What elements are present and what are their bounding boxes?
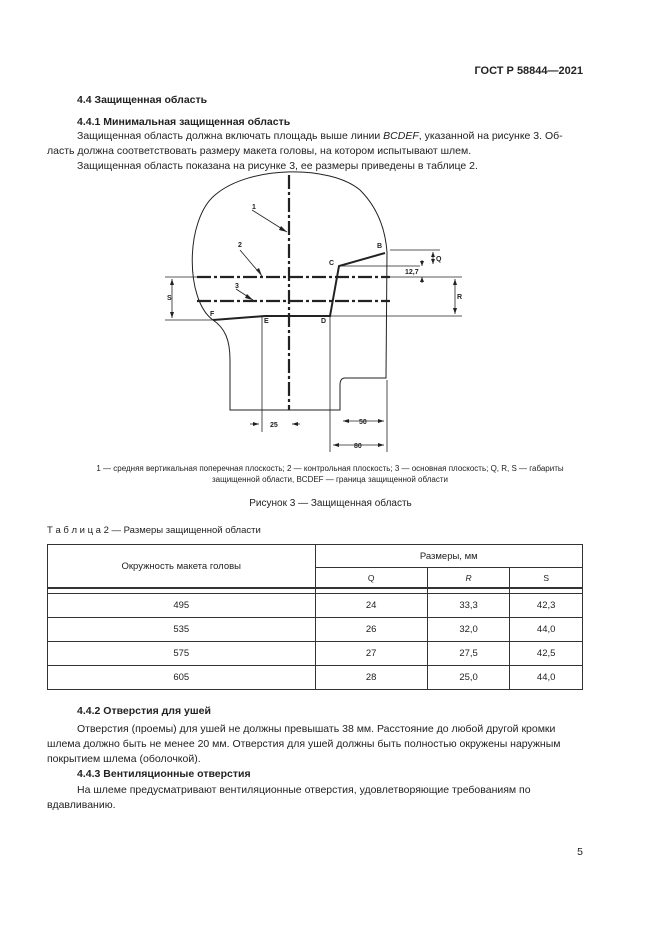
dimensions-table: [47, 544, 583, 690]
arrowheads: [170, 226, 457, 447]
protected-area-figure: [0, 0, 661, 460]
cell-q: 27: [315, 642, 427, 666]
label-f: F: [210, 311, 215, 318]
cell-q: 24: [315, 594, 427, 618]
label-1: 1: [252, 204, 256, 211]
header-q: Q: [315, 568, 427, 589]
header-circumference: Окружность макета головы: [48, 545, 316, 589]
figure-legend-line-2: защищенной области, BCDEF — граница защищенной области: [212, 475, 448, 484]
table-row: [48, 666, 583, 690]
label-q: Q: [436, 256, 442, 263]
section-4-4-1-paragraph-1-line-2: ласть должна соответствовать размеру макета головы, на котором испытывают шлем.: [47, 145, 472, 157]
cell-r: 25,0: [427, 666, 510, 690]
label-r: R: [457, 294, 463, 301]
p1-text-c: , указанной на рисунке 3. Об-: [418, 130, 563, 142]
section-4-4-2-line-3: покрытием шлема (оболочкой).: [47, 753, 201, 765]
p1-text-bcdef: BCDEF: [383, 130, 419, 142]
cell-r: 33,3: [427, 594, 510, 618]
cell-s: 42,5: [510, 642, 583, 666]
cell-s: 44,0: [510, 618, 583, 642]
table-row: [48, 642, 583, 666]
section-4-4-2-line-1: Отверстия (проемы) для ушей не должны превышать 38 мм. Расстояние до любой другой кромки: [77, 723, 556, 735]
dimension-lines: [165, 210, 462, 452]
cell-circumference: 495: [48, 594, 316, 618]
section-4-4-2-title: 4.4.2 Отверстия для ушей: [77, 705, 211, 717]
label-50: 50: [359, 419, 367, 426]
label-12-7: 12,7: [405, 269, 419, 276]
header-dimensions: Размеры, мм: [315, 545, 583, 568]
section-4-4-1-paragraph-2: Защищенная область показана на рисунке 3, ее размеры приведены в таблице 2.: [77, 160, 478, 172]
section-4-4-3-title: 4.4.3 Вентиляционные отверстия: [77, 768, 251, 780]
cell-circumference: 575: [48, 642, 316, 666]
figure-title: Рисунок 3 — Защищенная область: [249, 498, 412, 509]
figure-legend-line-1: 1 — средняя вертикальная поперечная плоскость; 2 — контрольная плоскость; 3 — основная плоскость; Q, R, S — габариты: [96, 464, 564, 473]
label-25: 25: [270, 422, 278, 429]
section-4-4-title: 4.4 Защищенная область: [77, 94, 208, 106]
section-4-4-3-line-1: На шлеме предусматривают вентиляционные отверстия, удовлетворяющие требованиям по: [77, 784, 531, 796]
document-id: ГОСТ Р 58844—2021: [474, 65, 583, 77]
table-title: Т а б л и ц а 2 — Размеры защищенной области: [47, 525, 261, 536]
section-4-4-1-title: 4.4.1 Минимальная защищенная область: [77, 116, 291, 128]
label-d: D: [321, 318, 327, 325]
cell-s: 44,0: [510, 666, 583, 690]
section-4-4-3-line-2: вдавливанию.: [47, 799, 116, 811]
label-3: 3: [235, 283, 239, 290]
label-2: 2: [238, 242, 242, 249]
label-c: C: [329, 260, 335, 267]
cell-s: 42,3: [510, 594, 583, 618]
table-header-row: [48, 545, 583, 568]
label-e: E: [264, 318, 269, 325]
p1-text-a: Защищенная область должна включать площадь выше линии: [77, 130, 384, 142]
header-r: R: [427, 568, 510, 589]
cell-q: 28: [315, 666, 427, 690]
table-row: [48, 594, 583, 618]
label-s: S: [167, 295, 172, 302]
label-b: B: [377, 243, 383, 250]
section-4-4-2-line-2: шлема должно быть не менее 20 мм. Отверстия для ушей должны быть полностью окружены наружным: [47, 738, 561, 750]
cell-circumference: 535: [48, 618, 316, 642]
label-80: 80: [354, 443, 362, 450]
table-row: [48, 618, 583, 642]
cell-circumference: 605: [48, 666, 316, 690]
cell-r: 27,5: [427, 642, 510, 666]
cell-r: 32,0: [427, 618, 510, 642]
header-s: S: [510, 568, 583, 589]
cell-q: 26: [315, 618, 427, 642]
page-number: 5: [577, 846, 583, 858]
